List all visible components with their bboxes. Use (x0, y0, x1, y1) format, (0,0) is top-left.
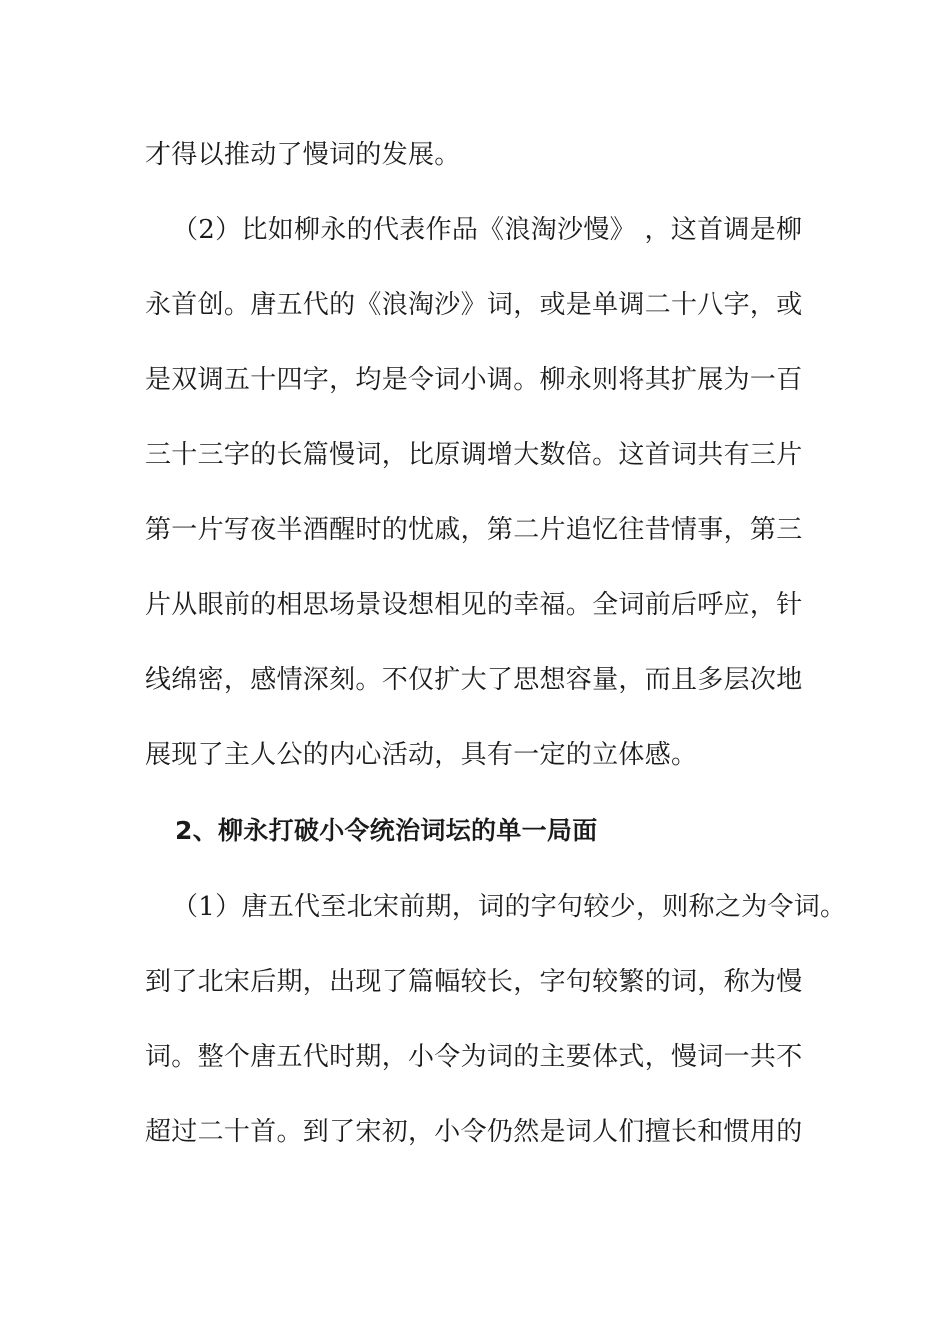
paragraph-line: 才得以推动了慢词的发展。 (145, 140, 461, 170)
paragraph-line: 词。整个唐五代时期，小令为词的主要体式，慢词一共不 (145, 1042, 803, 1072)
paragraph-line: 三十三字的长篇慢词，比原调增大数倍。这首词共有三片 (145, 440, 803, 470)
paragraph-line: 片从眼前的相思场景设想相见的幸福。全词前后呼应，针 (145, 590, 803, 620)
paragraph-line: 展现了主人公的内心活动，具有一定的立体感。 (145, 740, 698, 770)
paragraph-line: （1）唐五代至北宋前期，词的字句较少，则称之为令词。 (172, 892, 847, 922)
paragraph-line: 永首创。唐五代的《浪淘沙》词，或是单调二十八字，或 (145, 290, 803, 320)
paragraph-line: 到了北宋后期，出现了篇幅较长，字句较繁的词，称为慢 (145, 967, 803, 997)
paragraph-line: （2）比如柳永的代表作品《浪淘沙慢》 ，这首调是柳 (172, 215, 803, 245)
paragraph-line: 线绵密，感情深刻。不仅扩大了思想容量，而且多层次地 (145, 665, 803, 695)
paragraph-line: 第一片写夜半酒醒时的忧戚，第二片追忆往昔情事，第三 (145, 515, 803, 545)
section-heading: 2、柳永打破小令统治词坛的单一局面 (175, 816, 598, 845)
paragraph-line: 是双调五十四字，均是令词小调。柳永则将其扩展为一百 (145, 365, 803, 395)
paragraph-line: 超过二十首。到了宋初，小令仍然是词人们擅长和惯用的 (145, 1117, 803, 1147)
